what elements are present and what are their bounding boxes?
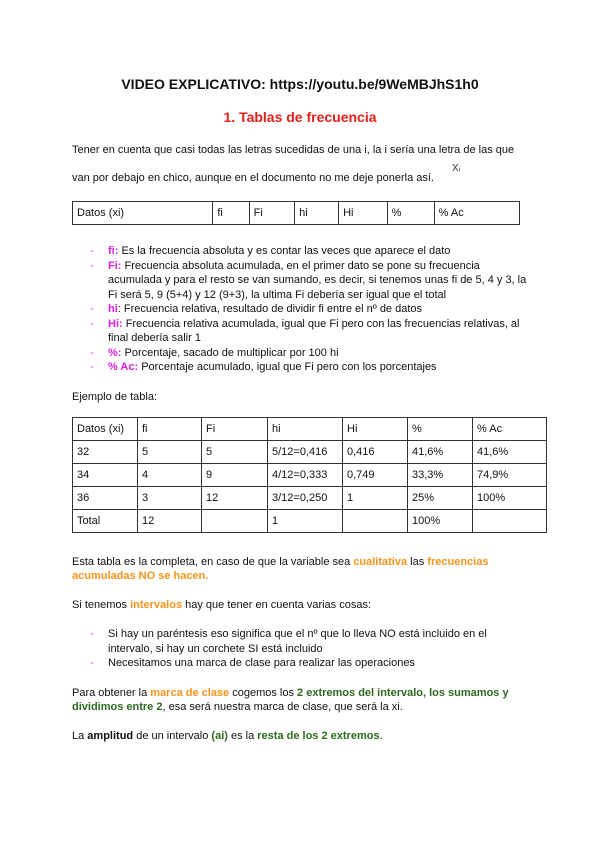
table-cell: 12 [138,510,202,533]
list-item [90,244,530,259]
highlight: 2 extremos del intervalo, los sumamos y dividimos entre 2 [72,687,509,713]
header-cell: Datos (xi) [73,202,213,225]
text: Para obtener la [72,687,151,699]
video-link-heading[interactable]: VIDEO EXPLICATIVO: https://youtu.be/9WeMBJhS1h0 [121,76,479,92]
definition: Porcentaje, sacado de multiplicar por 100 hi [121,346,339,359]
table-cell: 41,6% [473,441,547,464]
header-cell: % [387,202,434,225]
intervals-list [90,627,530,671]
header-cell: hi [295,202,339,225]
table-cell: Total [73,510,138,533]
table-row [73,510,547,533]
text: , esa será nuestra marca de clase, que será la xi. [162,701,403,713]
highlight: frecuencias acumuladas NO se hacen. [72,556,489,582]
highlight: cualitativa [353,556,408,568]
paragraph-marca-clase [72,686,532,714]
definition: Frecuencia absoluta acumulada, en el primer dato se pone su frecuencia acumulada y para el resto se van sumando, es decir, si tenemos unas fi de 5, 4 y 3, la Fi será 5, 9 (5+4) y 12 (9+3), la ultima Fi debería ser igual que el total [108,259,527,301]
table-cell: 100% [473,487,547,510]
definitions-list [90,244,530,375]
definition: Frecuencia relativa acumulada, igual que Fi pero con las frecuencias relativas, al final debería salir 1 [108,317,520,344]
table-cell: 4 [138,464,202,487]
definition: : Frecuencia relativa, resultado de dividir fi entre el nº de datos [117,303,423,315]
table-cell [202,510,268,533]
text: La [72,730,88,742]
section-title: 1. Tablas de frecuencia [223,109,377,125]
highlight: intervalos [130,599,183,611]
header-cell: % Ac [434,202,519,225]
paragraph-cualitativa [72,555,532,583]
header-table [72,201,520,225]
header-cell: fi [138,418,202,441]
text: las [407,556,428,568]
header-cell: Datos (xi) [73,418,138,441]
header-cell: fi [213,202,249,225]
term: fi: [108,245,119,257]
table-cell: 4/12=0,333 [268,464,343,487]
table-cell: 9 [202,464,268,487]
text: Si tenemos [72,599,131,611]
text: hay que tener en cuenta varias cosas: [182,599,372,611]
list-item [90,259,530,303]
intro-line-2: van por debajo en chico, aunque en el documento no me deje ponerla así. [72,172,435,184]
header-cell: Hi [343,418,408,441]
table-cell: 3/12=0,250 [268,487,343,510]
table-cell: 12 [202,487,268,510]
table-cell: 5 [138,441,202,464]
table-cell: 0,749 [343,464,408,487]
list-item: - Necesitamos una marca de clase para realizar las operaciones [90,656,530,671]
example-label: Ejemplo de tabla: [72,391,157,403]
table-row [73,487,547,510]
list-item: - Si hay un paréntesis eso significa que el nº que lo lleva NO está incluido en el intervalo, si hay un corchete SI está incluido [90,627,530,656]
term: % Ac: [108,361,139,373]
definition: Es la frecuencia absoluta y es contar las veces que aparece el dato [118,245,451,257]
intro-line-1: Tener en cuenta que casi todas las letras sucedidas de una i, la i sería una letra de las que [72,144,515,156]
text: cogemos los [229,687,298,699]
table-cell: 25% [408,487,473,510]
paragraph-amplitud [72,729,383,743]
list-item [90,360,530,375]
paragraph-intervalos [72,598,371,612]
list-item [90,317,530,346]
term: hi [108,303,118,315]
table-cell [343,510,408,533]
header-cell: Fi [202,418,268,441]
subscript-example: Xᵢ [452,163,461,174]
term: %: [108,346,122,359]
bold-text: amplitud [87,730,134,742]
header-cell: hi [268,418,343,441]
example-table [72,417,547,533]
table-cell: 74,9% [473,464,547,487]
highlight: (ai) [211,730,228,742]
table-cell: 5/12=0,416 [268,441,343,464]
highlight: marca de clase [150,687,230,699]
header-cell: Fi [249,202,294,225]
header-cell: % Ac [473,418,547,441]
table-cell: 0,416 [343,441,408,464]
header-cell: Hi [339,202,388,225]
highlight: resta de los 2 extremos [257,730,380,742]
table-row [73,464,547,487]
table-header-row [73,418,547,441]
table-cell: 32 [73,441,138,464]
definition: Porcentaje acumulado, igual que Fi pero con los porcentajes [138,361,437,373]
table-cell: 5 [202,441,268,464]
list-item [90,346,530,361]
table-cell: 36 [73,487,138,510]
table-cell: 41,6% [408,441,473,464]
text: es la [227,730,258,742]
table-cell: 33,3% [408,464,473,487]
term: Hi: [108,317,123,330]
list-item [90,302,530,317]
text: . [379,730,383,742]
table-cell [473,510,547,533]
table-cell: 1 [343,487,408,510]
table-cell: 1 [268,510,343,533]
text: de un intervalo [133,730,212,742]
table-cell: 34 [73,464,138,487]
table-cell: 3 [138,487,202,510]
header-cell: % [408,418,473,441]
table-row [73,441,547,464]
term: Fi: [108,259,122,272]
table-cell: 100% [408,510,473,533]
text: Esta tabla es la completa, en caso de que la variable sea [72,556,354,568]
